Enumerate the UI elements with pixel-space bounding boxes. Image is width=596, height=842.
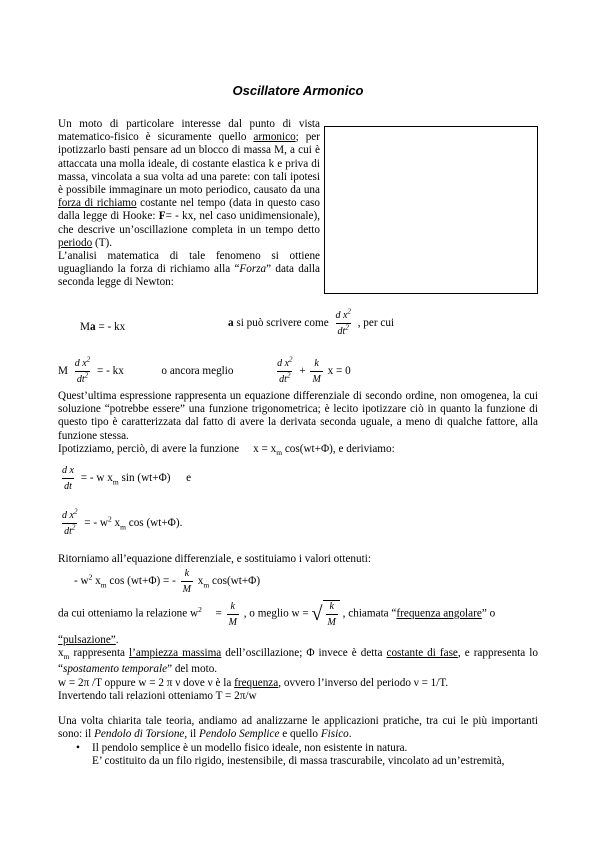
num-text: d x [335,310,348,321]
page-title: Oscillatore Armonico [232,83,364,98]
intro-text-segment: costante nel tempo (data in questo caso dalla legge di Hooke: [58,197,320,223]
fraction-denominator: M [310,371,322,385]
second-derivative-row [58,507,183,537]
fraction-denominator [75,371,90,385]
eq-plus: + [299,365,306,378]
first-derivative-row [58,465,191,492]
angular-frequency-relation [58,600,538,628]
relation-text: ” o [481,607,496,620]
superscript-2: 2 [88,572,93,582]
fraction-numerator [275,355,294,371]
hypothesis-line [58,443,538,459]
bullet-icon: • [76,742,80,754]
fraction-denominator: dt [62,478,74,492]
bullet-list [58,742,538,768]
first-derivative-fraction [60,465,76,492]
fraction-denominator: M [181,581,193,595]
superscript-2: 2 [107,514,112,524]
num-exp: 2 [73,507,78,516]
substitution-line: Ritorniamo all’equazione differenziale, e sostituiamo i valori ottenuti: [58,553,371,565]
den-text: dt [64,526,72,537]
intro-paragraph-1 [58,118,320,250]
eq-or: o ancora meglio [161,365,234,378]
force-symbol: F [158,210,166,223]
eq-text: x [92,575,101,588]
term-ampiezza-massima: l’ampiezza massima [129,647,222,659]
intro-text [58,118,320,290]
second-derivative-fraction [73,355,92,385]
substituted-equation [74,568,260,595]
applications-text [58,715,538,741]
fraction-denominator [277,371,292,385]
second-derivative-fraction [275,355,294,385]
app-text: Una volta chiarita tale teoria, andiamo ad analizzarne le applicazioni pratiche, tra cui le più importanti sono: il [58,715,538,741]
relation-text: da cui otteniamo la relazione w [58,607,199,620]
fraction-denominator [62,523,77,537]
amp-text: , e rappresenta lo “ [58,647,538,676]
fraction-numerator: d x [62,465,74,476]
amp-text: ” del moto. [167,663,218,676]
figure-placeholder-box [324,126,538,294]
app-text: . [348,728,352,741]
eq-text: cos(wt+Φ) [209,575,261,588]
fraction-denominator [336,323,351,337]
fraction-numerator [333,307,352,323]
eq-text: - w [74,575,89,588]
relation-text: , chiamata “ [342,607,397,620]
den-text: dt [76,374,85,385]
relation-equals: = [215,607,222,620]
k-over-m-fraction [181,568,193,595]
eq-text: sin (wt+Φ) [118,472,171,485]
fraction-numerator [60,507,79,523]
den-text: dt [337,326,346,337]
intro-text-segment: ; per ipotizzarlo basti pensare ad un blocco di massa M, a cui è attaccata una molla ideale, di costante elastica k e priva di massa, vincolata a sua volta ad una parete: con tali ipotesi è possibile immaginare un moto periodico, causato da una [58,131,320,197]
num-exp: 2 [86,355,91,364]
term-armonico: armonico [253,131,296,144]
applications-paragraph [58,715,538,741]
term-pendolo-torsione: Pendolo di Torsione [94,728,185,741]
intro-text-segment: L’analisi matematica di tale fenomeno si ottiene uguagliando la forza di richiamo alla “ [58,250,320,276]
subscript-m: m [276,448,283,458]
pulsazione-line [58,634,119,647]
eq-text: cos (wt+Φ). [125,517,183,530]
num-text: d x [62,510,74,521]
amplitude-paragraph [58,647,538,703]
subscript-m: m [63,652,70,662]
freq-text: , ovvero l’inverso del periodo ν = 1/T. [278,676,449,689]
term-frequenza: frequenza [234,676,279,689]
newton-equation [80,321,125,334]
term-forza-richiamo: forza di richiamo [58,197,137,210]
bullet-line-1: Il pendolo semplice è un modello fisico ideale, non esistente in natura. [92,742,408,754]
eq-text: = - w [84,517,108,530]
den-exp: 2 [71,523,76,532]
fraction-numerator [73,355,92,371]
amp-text: rappresenta [69,647,130,659]
term-fisico: Fisico [320,728,349,741]
superscript-2: 2 [198,604,202,614]
amp-text: dell’oscillazione; Φ invece è detta [221,647,387,659]
fraction-numerator: k [230,600,235,612]
num-text: d x [74,358,87,369]
radical-sign: √ [311,603,323,625]
eq-acceleration: a [89,321,96,333]
hypothesis-eq: cos(wt+Φ), e deriviamo: [282,442,395,455]
relation-text: , o meglio w = [243,607,309,620]
den-exp: 2 [286,371,291,380]
term-pulsazione: “pulsazione” [58,634,116,646]
eq-text: = - w x [80,472,113,485]
hypothesis-text: Ipotizziamo, perciò, di avere la funzione [58,442,240,455]
frequency-line [58,677,538,690]
k-over-m-fraction [227,601,239,628]
radicand [323,600,340,628]
term-costante-di-fase: costante di fase [386,647,458,659]
inversion-line: Invertendo tali relazioni otteniamo T = 2π/w [58,689,257,702]
intro-paragraph-2 [58,250,320,290]
second-derivative-fraction [333,307,352,337]
eq-acceleration: a [228,317,234,330]
fraction-numerator: k [329,601,334,612]
subscript-m: m [203,580,210,590]
list-item [58,742,538,768]
den-exp: 2 [345,323,349,332]
intro-text-segment: (T). [92,236,113,249]
relation-text: . [115,634,119,646]
term-pendolo-semplice: Pendolo Semplice [199,728,280,741]
term-frequenza-angolare: frequenza angolare [396,607,482,620]
eq-tail: x = 0 [327,365,351,378]
eq-mass: M [80,321,90,333]
den-text: dt [279,374,287,385]
eq-mass: M [58,365,68,378]
freq-text: w = 2π /T oppure w = 2 π ν dove ν è la [58,676,235,689]
subscript-m: m [112,477,119,487]
explanation-text: Quest’ultima espressione rappresenta un equazione differenziale di secondo ordine, non omogenea, la cui soluzione “potrebbe essere” una funzione trigonometrica; è lecito ipotizzare ciò in quanto la funzione di questo tipo è caratterizzata dal fatto di avere la derivata seconda uguale, a meno di qualche fattore, alla funzione stessa. [58,390,538,442]
eq-text: si può scrivere come [233,317,332,330]
eq-text: cos (wt+Φ) = - [106,575,176,588]
explanation-paragraph [58,390,538,459]
fraction-denominator: M [227,614,239,628]
eq-conjunction: e [186,472,192,485]
amp-text: x [58,647,64,659]
square-root [312,600,340,628]
subscript-m: m [100,580,107,590]
acceleration-definition [228,307,395,337]
bullet-line-2: E’ costituito da un filo rigido, inestensibile, di massa trascurabile, vincolato ad un’estremità, [92,755,505,768]
term-spostamento-temporale: spostamento temporale [62,663,168,676]
app-text: , il [184,728,200,741]
num-exp: 2 [289,355,293,364]
fraction-numerator: k [314,358,319,369]
second-derivative-fraction [60,507,79,537]
fraction-numerator: k [184,568,190,579]
num-text: d x [277,358,290,369]
num-exp: 2 [347,307,351,316]
den-exp: 2 [84,371,89,380]
term-periodo: periodo [58,236,93,249]
subscript-m: m [120,522,126,532]
amplitude-line [58,647,538,677]
fraction-denominator: M [326,614,338,628]
k-over-m-fraction [310,358,322,385]
eq-mid: = - kx [97,365,124,378]
intro-text-segment: = - kx, nel caso unidimensionale), che descrive un’oscillazione completa in un tempo detto [58,210,320,236]
eq-tail: , per cui [357,317,395,330]
intro-text-segment: Un moto di particolare interesse dal punto di vista matematico-fisico è sicuramente quello [58,118,320,144]
eq-rest: = - kx [95,321,126,333]
differential-equation-row [58,355,351,385]
hypothesis-eq: x = x [253,442,277,455]
term-forza: Forza [239,263,267,276]
intro-text-segment: ” data dalla seconda legge di Newton: [58,263,320,289]
eq-text: x [197,575,204,588]
k-over-m-fraction [326,601,338,628]
app-text: e quello [279,728,321,741]
eq-text: x [111,517,121,530]
